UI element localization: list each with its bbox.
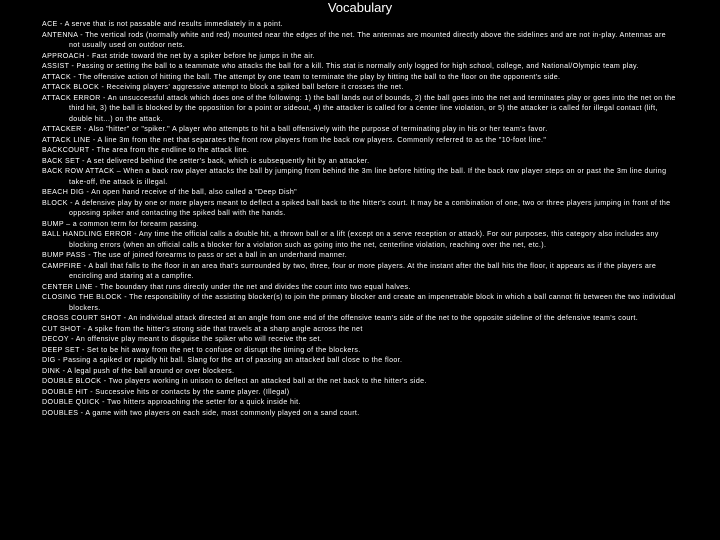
- vocabulary-entry-back-set: BACK SET - A set delivered behind the setter's back, which is subsequently hit by an attacker.: [42, 156, 370, 165]
- page-title: Vocabulary: [327, 0, 393, 15]
- vocabulary-entry-center-line: CENTER LINE - The boundary that runs directly under the net and divides the court into two equal halves.: [42, 282, 411, 291]
- vocabulary-entry-attacker: ATTACKER - Also "hitter" or "spiker." A player who attempts to hit a ball offensively with the purpose of terminating play in his or her team's favor.: [42, 125, 548, 133]
- vocabulary-list: [42, 19, 678, 418]
- vocabulary-entry-campfire: CAMPFIRE - A ball that falls to the floor in an area that's surrounded by two, three, four or more players. At the instant after the ball hits the floor, it appears as if the players are encircling and staring at a campfire.: [42, 261, 657, 280]
- vocabulary-entry-assist: ASSIST - Passing or setting the ball to a teammate who attacks the ball for a kill. This stat is normally only logged for high school, college, and National/Olympic team play.: [42, 62, 639, 70]
- vocabulary-entry-dig: DIG - Passing a spiked or rapidly hit ball. Slang for the art of passing an attacked ball close to the floor.: [42, 356, 403, 364]
- vocabulary-entry-backcourt: BACKCOURT - The area from the endline to the attack line.: [42, 146, 250, 154]
- vocabulary-entry-doubles: DOUBLES - A game with two players on each side, most commonly played on a sand court.: [42, 408, 360, 417]
- vocabulary-entry-attack-line: ATTACK LINE - A line 3m from the net that separates the front row players from the back row players. Commonly referred to as the "10-foot line.": [42, 135, 547, 144]
- vocabulary-entry-beach-dig: BEACH DIG - An open hand receive of the ball, also called a "Deep Dish": [42, 188, 298, 196]
- vocabulary-entry-double-hit: DOUBLE HIT - Successive hits or contacts by the same player. (Illegal): [42, 387, 290, 396]
- vocabulary-entry-back-row-attack: BACK ROW ATTACK – When a back row player attacks the ball by jumping from behind the 3m line before hitting the ball. If the back row player steps on or past the 3m line during take-off, the attack is illegal.: [42, 167, 667, 186]
- vocabulary-entry-attack-block: ATTACK BLOCK - Receiving players' aggressive attempt to block a spiked ball before it crosses the net.: [42, 83, 404, 91]
- vocabulary-entry-closing-the-block: CLOSING THE BLOCK - The responsibility of the assisting blocker(s) to join the primary blocker and create an impenetrable block in which a ball cannot fit between the two individual blockers.: [42, 293, 676, 312]
- vocabulary-entry-double-block: DOUBLE BLOCK - Two players working in unison to deflect an attacked ball at the net back to the hitter's side.: [42, 377, 427, 385]
- vocabulary-entry-block: BLOCK - A defensive play by one or more players meant to deflect a spiked ball back to the hitter's court. It may be a combination of one, two or three players jumping in front of the opposing spiker and contacting the spiked ball with the hands.: [42, 198, 671, 217]
- vocabulary-entry-approach: APPROACH - Fast stride toward the net by a spiker before he jumps in the air.: [42, 51, 315, 60]
- vocabulary-entry-attack-error: ATTACK ERROR - An unsuccessful attack which does one of the following: 1) the ball lands out of bounds, 2) the ball goes into the net and terminates play or goes into the net on the third hit, 3) the ball is blocked by the opposition for a point or sideout, 4) the attacker is called for a center line violation, or 5) the attacker is called for illegal contact (lift, double hit...) on the attack.: [42, 93, 676, 123]
- vocabulary-entry-deep-set: DEEP SET - Set to be hit away from the net to confuse or disrupt the timing of the blockers.: [42, 345, 361, 354]
- vocabulary-entry-attack: ATTACK - The offensive action of hitting the ball. The attempt by one team to terminate the play by hitting the ball to the floor on the opponent's side.: [42, 72, 561, 81]
- vocabulary-entry-bump-pass: BUMP PASS - The use of joined forearms to pass or set a ball in an underhand manner.: [42, 251, 348, 259]
- vocabulary-entry-cut-shot: CUT SHOT - A spike from the hitter's strong side that travels at a sharp angle across the net: [42, 324, 363, 333]
- vocabulary-entry-bump: BUMP – a common term for forearm passing.: [42, 219, 199, 228]
- vocabulary-entry-antenna: ANTENNA - The vertical rods (normally white and red) mounted near the edges of the net. The antennas are mounted directly above the sidelines and are not in-play. Antennas are not usually used on outdoor nets.: [42, 30, 666, 49]
- vocabulary-entry-dink: DINK - A legal push of the ball around or over blockers.: [42, 366, 235, 375]
- vocabulary-entry-decoy: DECOY - An offensive play meant to disguise the spiker who will receive the set.: [42, 335, 323, 343]
- vocabulary-entry-cross-court-shot: CROSS COURT SHOT - An individual attack directed at an angle from one end of the offensive team's side of the net to the opposite sideline of the defensive team's court.: [42, 314, 639, 322]
- vocabulary-entry-ace: ACE - A serve that is not passable and results immediately in a point.: [42, 20, 283, 28]
- vocabulary-entry-double-quick: DOUBLE QUICK - Two hitters approaching the setter for a quick inside hit.: [42, 398, 301, 406]
- vocabulary-entry-ball-handling-error: BALL HANDLING ERROR - Any time the official calls a double hit, a thrown ball or a lift (except on a serve reception or attack). For our purposes, this category also includes any blocking errors (when an official calls a blocker for a violation such as going into the net, centerline violation, reaching over the net, etc.).: [42, 230, 659, 249]
